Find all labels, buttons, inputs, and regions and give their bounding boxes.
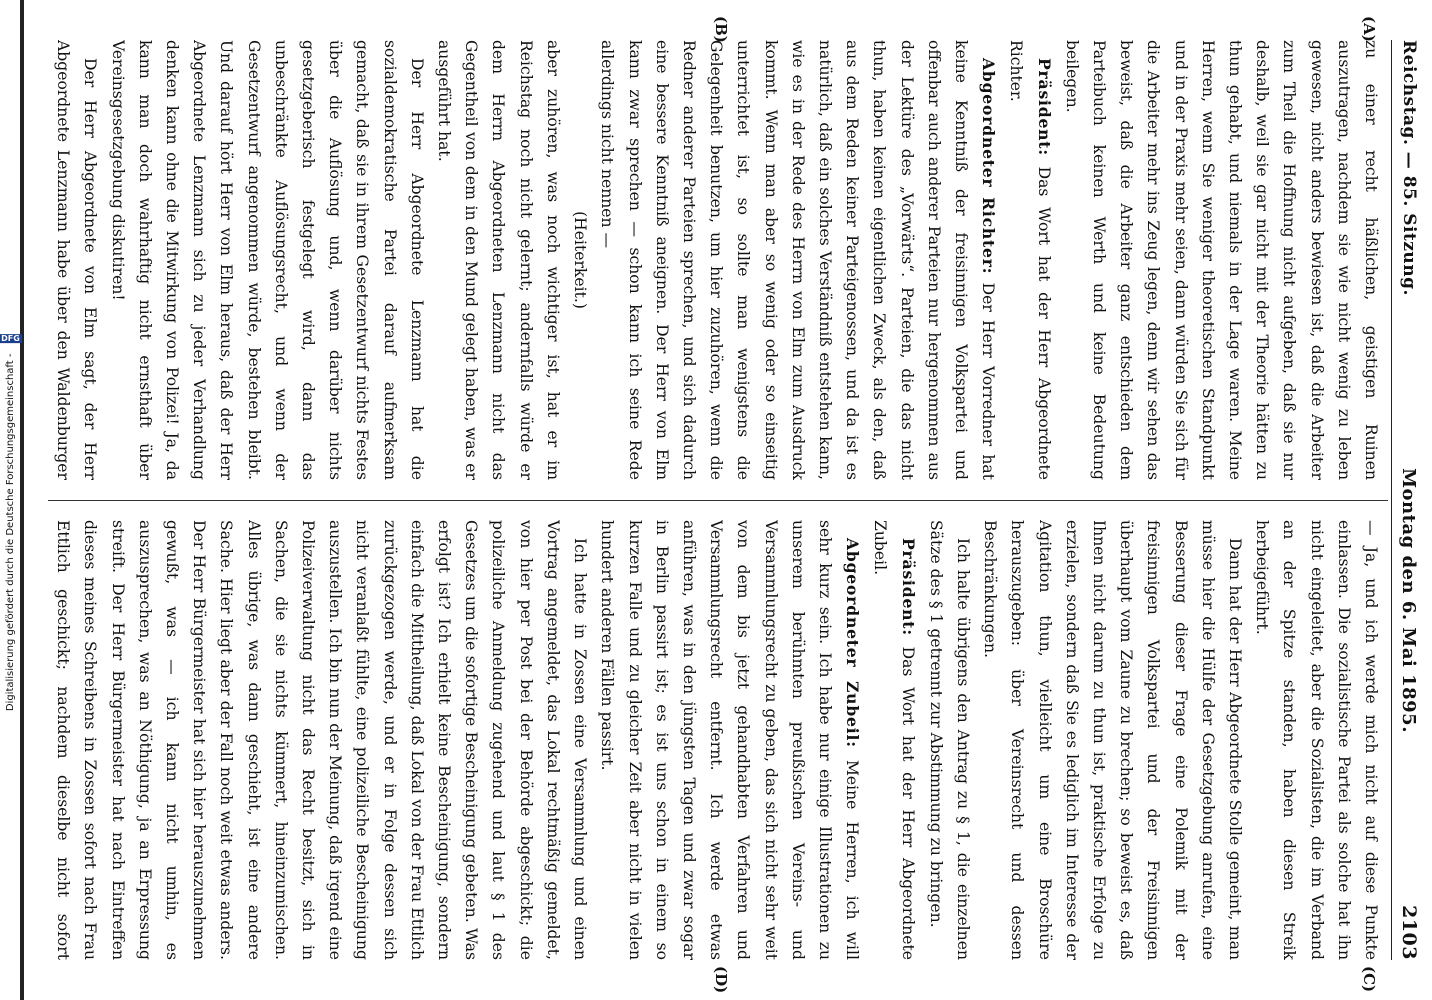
speech-president-2 xyxy=(866,520,921,960)
speech-text: Das Wort hat der Herr Abgeordnete Richter. xyxy=(1007,40,1053,480)
paragraph: Dann hat der Herr Abgeordnete Stolle gemeint, man müsse hier die Hülfe der Gesetzgebung anrufen, eine Besserung dieser Frage eine Polemik mit der freisinnigen Volkspartei und der Freisinnigen überhaupt vom Zaune zu brechen; so beweist es, daß Ihnen nicht darum zu thun ist, praktische Erfolge zu erzielen, sondern daß Sie es lediglich im Interesse der Agitation thun, vielleicht um eine Broschüre herauszugeben: über Vereinsrecht und dessen Beschränkungen. xyxy=(981,520,1244,960)
margin-marker-b: (B) xyxy=(712,16,730,43)
paragraph: Der Herr Abgeordnete Lenzmann hat die sozialdemokratische Partei darauf aufmerksam gemacht, daß sie in ihrem Gesetzentwurf nichts Festes über die Auflösung und, wenn darüber nichts gesetzgeberisch festgelegt wird, dann das unbeschränkte Auflösungsrecht, und wenn der Gesetzentwurf angenommen würde, bestehen bleibt. Und darauf hört Herr von Elm heraus, daß der Herr Abgeordnete Lenzmann sich zu jeder Verhandlung denken kann ohne die Mitwirkung von Polizei! Ja, da kann man doch wahrhaftig nicht ernsthaft über Vereinsgesetzgebung diskutiren! xyxy=(108,40,426,480)
document-page xyxy=(30,0,1430,1000)
credit-line xyxy=(0,49,20,989)
speaker-name: Präsident: xyxy=(898,538,918,636)
right-column xyxy=(54,520,1384,960)
page-viewport xyxy=(30,0,1430,1000)
paragraph: Ich hatte in Zossen eine Versammlung und einen Vortrag angemeldet, das Lokal rechtmäßig gemeldet, von hier per Post bei der Behörde abgeschickt; die polizeiliche Anmeldung zugehend und laut § 1 des Gesetzes um die sofortige Bescheinigung gebeten. Was erfolgt ist? Ich erhielt keine Bescheinigung, sondern einfach die Mittheilung, daß Lokal von der Frau Ettlich zurückgezogen werde, und er in Folge dessen sich nicht veranlaßt fühlte, eine polizeiliche Bescheinigung auszustellen. Ich bin nun der Meinung, daß irgend eine Polizeiverwaltung nicht das Recht besitzt, sich in Sachen, die sie nichts kümmert, hineinzumischen. Alles übrige, was dann geschieht, ist eine andere Sache. Hier liegt aber der Fall noch weit etwas anders. Der Herr Bürgermeister hat sich hier herauszunehmen gewußt, was — ich kann nicht umhin, es auszusprechen, was an Nöthigung, ja an Erpressung streift. Der Herr Bürgermeister hat nach Eintreffen dieses meines Schreibens in Zossen sofort nach Frau Ettlich geschickt; nachdem dieselbe nicht sofort xyxy=(54,520,590,960)
margin-marker-a: (A) xyxy=(1360,16,1378,42)
speaker-name: Abgeordneter Zubeil: xyxy=(843,538,863,748)
speech-zubeil xyxy=(593,520,866,960)
header-left: Reichstag. — 85. Sitzung. xyxy=(1399,40,1419,296)
paragraph: — Ja, und ich werde mich nicht auf diese Punkte einlassen. Die sozialistische Partei als solche hat ihn nicht eingeleitet, aber die Sozialisten, die im Verband an der Spitze standen, haben diesen Streik herbeigeführt. xyxy=(1253,520,1380,960)
paragraph: aber zuhören, was noch wichtiger ist, hat er im Reichstag noch nicht gelernt; andernfalls würde er dem Herrn Abgeordneten Lenzmann nicht das Gegentheil von dem in den Mund gelegt haben, was er ausgeführt hat. xyxy=(435,40,562,480)
margin-marker-c: (C) xyxy=(1360,966,1378,993)
paragraph: Ich halte übrigens den Antrag zu § 1, die einzelnen Sätze des § 1 getrennt zur Abstimmung zu bringen. xyxy=(926,520,972,960)
speech-richter xyxy=(593,40,1002,480)
left-column xyxy=(54,40,1384,480)
margin-marker-d: (D) xyxy=(712,966,730,994)
column-divider xyxy=(48,500,1388,501)
page-number: 2103 xyxy=(1398,905,1420,960)
digitization-credit xyxy=(0,40,20,990)
credit-text: Digitalisierung gefördert durch die Deutsche Forschungsgemeinschaft - xyxy=(4,353,16,712)
speech-text: Das Wort hat der Herr Abgeordnete Zubeil. xyxy=(871,520,917,960)
scan-edge xyxy=(20,0,24,1000)
speech-text: Der Herr Vorredner hat keine Kenntniß der freisinnigen Volkspartei und offenbar auch anderer Parteien nur hergenommen aus der Lektüre des „Vorwärts“. Parteien, die das nicht thun, haben keinen eigentlichen Zweck, als den, daß aus dem Reden keiner Parteigenossen, und da ist es natürlich, daß ein solches Verständniß entstehen kann, wie es in der Rede des Herrn von Elm zum Ausdruck kommt. Wenn man aber so wenig oder so einseitig unterrichtet ist, so sollte man wenigstens die Gelegenheit benutzen, um hier zuzuhören, wenn die Redner anderer Parteien sprechen, und sich dadurch eine bessere Kenntniß aneignen. Der Herr von Elm kann zwar sprechen — schon kann ich seine Rede allerdings nicht nennen — xyxy=(598,40,998,480)
speech-president-1 xyxy=(1002,40,1057,480)
speaker-name: Präsident: xyxy=(1034,58,1054,156)
paragraph: Der Herr Abgeordnete von Elm sagt, der Herr Abgeordnete Lenzmann habe über den Waldenburger xyxy=(54,40,100,480)
page-header xyxy=(1394,40,1424,960)
speech-text: Meine Herren, ich will sehr kurz sein. Ich habe nur einige Illustrationen zu unserem berühmten preußischen Vereins- und Versammlungsrecht zu geben, das sich nicht sehr weit von dem bis jetzt gehandhabten Verfahren und Versammlungsrecht entfernt. Ich werde etwas anführen, was in den jüngsten Tagen und zwar sogar in Berlin passirt ist; es ist uns schon in einem so kurzen Falle und zu gleicher Zeit aber nicht in vielen hundert anderen Fällen passirt. xyxy=(598,520,862,960)
dfg-logo-icon: DFG xyxy=(0,333,20,343)
header-date: Montag den 6. Mai 1895. xyxy=(1398,468,1420,733)
header-rule xyxy=(1391,40,1392,960)
interjection-heiterkeit: (Heiterkeit.) xyxy=(571,211,590,309)
speaker-name: Abgeordneter Richter: xyxy=(979,58,999,275)
paragraph: zu einer recht häßlichen, geistigen Ruinen auszutragen, nachdem sie wie nicht wenig zu leben gewesen, nicht anders bewiesen ist, daß die Arbeiter zum Theil die Hoffnung nicht aufgeben, daß sie nur deshalb, weil sie gar nicht mit der Theorie hätten zu thun gehabt, und niemals in der Lage waren. Meine Herren, wenn Sie weniger theoretischen Standpunkt und in der Praxis mehr seien, dann würden Sie sich für die Arbeiter mehr ins Zeug legen, denn wir sehen das beweist, daß die Arbeiter ganz entschieden dem Parteibuch keinen Werth und keine Bedeutung beilegen. xyxy=(1062,40,1380,480)
